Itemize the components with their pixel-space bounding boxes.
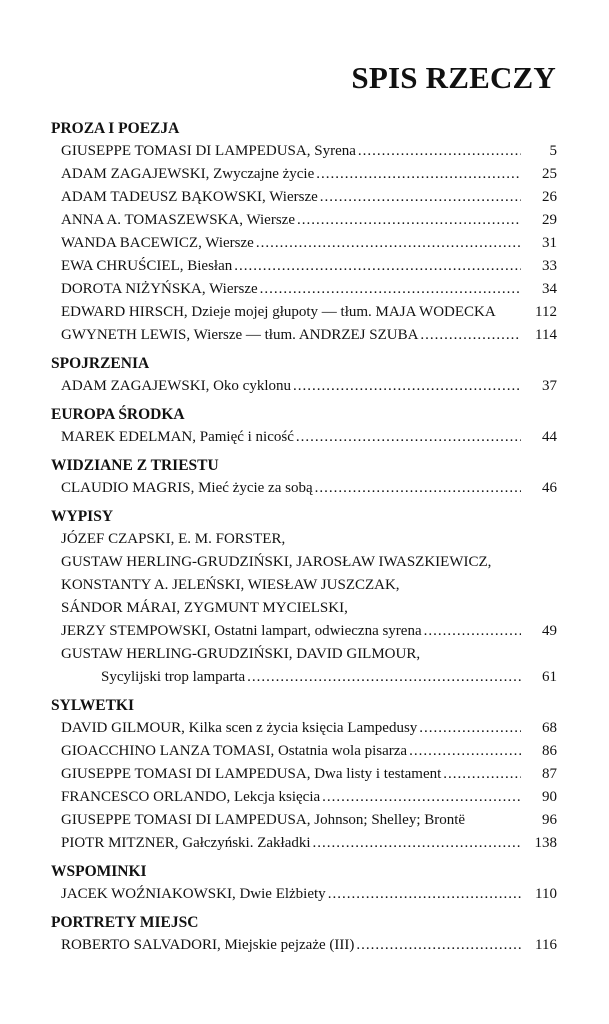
- entry-author-line: SÁNDOR MÁRAI, ZYGMUNT MYCIELSKI,: [61, 600, 348, 616]
- page-number: 37: [542, 378, 557, 394]
- toc-entry: [61, 163, 557, 186]
- dot-leader: [443, 763, 521, 786]
- entry-title: EWA CHRUŚCIEL, Biesłan: [61, 258, 233, 274]
- entry-title: ADAM TADEUSZ BĄKOWSKI, Wiersze: [61, 189, 318, 205]
- entry-title: ADAM ZAGAJEWSKI, Zwyczajne życie: [61, 166, 315, 182]
- dot-leader: [322, 786, 521, 809]
- toc-entry: [61, 809, 557, 832]
- page-number: 29: [542, 212, 557, 228]
- entry-title: JACEK WOŹNIAKOWSKI, Dwie Elżbiety: [61, 886, 326, 902]
- page-number: 112: [535, 304, 557, 320]
- toc-section: [0, 353, 609, 398]
- entry-author-line: JÓZEF CZAPSKI, E. M. FORSTER,: [61, 531, 286, 547]
- toc-section: [0, 861, 609, 906]
- dot-leader: [293, 375, 521, 398]
- toc-entry: [61, 832, 557, 855]
- entry-title: FRANCESCO ORLANDO, Lekcja księcia: [61, 789, 321, 805]
- toc-entry: [61, 643, 557, 689]
- toc-entry: [61, 186, 557, 209]
- toc-entry: [61, 232, 557, 255]
- page-number: 46: [542, 480, 557, 496]
- toc-entry: [61, 255, 557, 278]
- page-number: 86: [542, 743, 557, 759]
- dot-leader: [420, 324, 521, 347]
- dot-leader: [320, 186, 521, 209]
- entry-title: Sycylijski trop lamparta: [101, 669, 246, 685]
- page-number: 68: [542, 720, 557, 736]
- toc-entry: [61, 324, 557, 347]
- page-number: 114: [535, 327, 557, 343]
- dot-leader: [313, 832, 521, 855]
- dot-leader: [316, 163, 521, 186]
- dot-leader: [296, 426, 521, 449]
- entry-title: ROBERTO SALVADORI, Miejskie pejzaże (III): [61, 937, 355, 953]
- page-number: 34: [542, 281, 557, 297]
- toc-entry: [61, 426, 557, 449]
- entry-title: EDWARD HIRSCH, Dzieje mojej głupoty — tłum. MAJA WODECKA: [61, 304, 496, 320]
- toc-entry: [61, 375, 557, 398]
- page-number: 110: [535, 886, 557, 902]
- toc-entry: [61, 140, 557, 163]
- page-number: 49: [542, 623, 557, 639]
- page-number: 33: [542, 258, 557, 274]
- section-title: WYPISY: [51, 508, 114, 525]
- section-title: WSPOMINKI: [51, 863, 147, 880]
- toc-entry: [61, 740, 557, 763]
- page-number: 5: [549, 143, 557, 159]
- entry-title: JERZY STEMPOWSKI, Ostatni lampart, odwieczna syrena: [61, 623, 422, 639]
- toc-entry: [61, 934, 557, 957]
- page-number: 25: [542, 166, 557, 182]
- toc-entry: [61, 477, 557, 500]
- toc-entry: [61, 528, 557, 643]
- entry-title: GIUSEPPE TOMASI DI LAMPEDUSA, Dwa listy i testament: [61, 766, 442, 782]
- toc-section: [0, 506, 609, 689]
- section-title: PORTRETY MIEJSC: [51, 914, 199, 931]
- dot-leader: [260, 278, 521, 301]
- page-number: 26: [542, 189, 557, 205]
- entry-title: WANDA BACEWICZ, Wiersze: [61, 235, 254, 251]
- toc-entry: [61, 209, 557, 232]
- toc-entry: [61, 763, 557, 786]
- entry-title: GIUSEPPE TOMASI DI LAMPEDUSA, Johnson; Shelley; Brontë: [61, 812, 466, 828]
- section-title: SPOJRZENIA: [51, 355, 150, 372]
- entry-title: GIUSEPPE TOMASI DI LAMPEDUSA, Syrena: [61, 143, 356, 159]
- page-number: 138: [534, 835, 557, 851]
- toc-section: [0, 455, 609, 500]
- page-number: 44: [542, 429, 557, 445]
- page-number: 87: [542, 766, 557, 782]
- dot-leader: [358, 140, 521, 163]
- page-number: 61: [542, 669, 557, 685]
- page-title: SPIS RZECZY: [351, 60, 556, 95]
- dot-leader: [234, 255, 521, 278]
- page-number: 96: [542, 812, 557, 828]
- dot-leader: [424, 620, 521, 643]
- entry-author-line: GUSTAW HERLING-GRUDZIŃSKI, DAVID GILMOUR,: [61, 646, 421, 662]
- entry-title: PIOTR MITZNER, Gałczyński. Zakładki: [61, 835, 311, 851]
- page-number: 90: [542, 789, 557, 805]
- dot-leader: [297, 209, 521, 232]
- dot-leader: [356, 934, 521, 957]
- toc-section: [0, 695, 609, 855]
- toc-entry: [61, 883, 557, 906]
- page-number: 31: [542, 235, 557, 251]
- dot-leader: [328, 883, 521, 906]
- toc-section: [0, 404, 609, 449]
- entry-author-line: GUSTAW HERLING-GRUDZIŃSKI, JAROSŁAW IWASZKIEWICZ,: [61, 554, 492, 570]
- toc-entry: [61, 278, 557, 301]
- entry-title: GWYNETH LEWIS, Wiersze — tłum. ANDRZEJ SZUBA: [61, 327, 419, 343]
- dot-leader: [419, 717, 521, 740]
- toc-section: [0, 118, 609, 347]
- toc-entry: [61, 717, 557, 740]
- entry-title: DAVID GILMOUR, Kilka scen z życia księcia Lampedusy: [61, 720, 418, 736]
- page-number: 116: [535, 937, 557, 953]
- entry-title: MAREK EDELMAN, Pamięć i nicość: [61, 429, 294, 445]
- entry-title: ADAM ZAGAJEWSKI, Oko cyklonu: [61, 378, 291, 394]
- entry-title: CLAUDIO MAGRIS, Mieć życie za sobą: [61, 480, 313, 496]
- entry-title: GIOACCHINO LANZA TOMASI, Ostatnia wola pisarza: [61, 743, 408, 759]
- section-title: WIDZIANE Z TRIESTU: [51, 457, 219, 474]
- dot-leader: [247, 666, 521, 689]
- dot-leader: [315, 477, 521, 500]
- section-title: PROZA I POEZJA: [51, 120, 180, 137]
- dot-leader: [409, 740, 521, 763]
- section-title: EUROPA ŚRODKA: [51, 406, 185, 423]
- toc-section: [0, 912, 609, 957]
- toc-entry: [61, 786, 557, 809]
- entry-title: DOROTA NIŻYŃSKA, Wiersze: [61, 281, 258, 297]
- toc-entry: [61, 301, 557, 324]
- entry-author-line: KONSTANTY A. JELEŃSKI, WIESŁAW JUSZCZAK,: [61, 577, 400, 593]
- dot-leader: [256, 232, 521, 255]
- entry-title: ANNA A. TOMASZEWSKA, Wiersze: [61, 212, 295, 228]
- table-of-contents: [0, 118, 609, 957]
- section-title: SYLWETKI: [51, 697, 134, 714]
